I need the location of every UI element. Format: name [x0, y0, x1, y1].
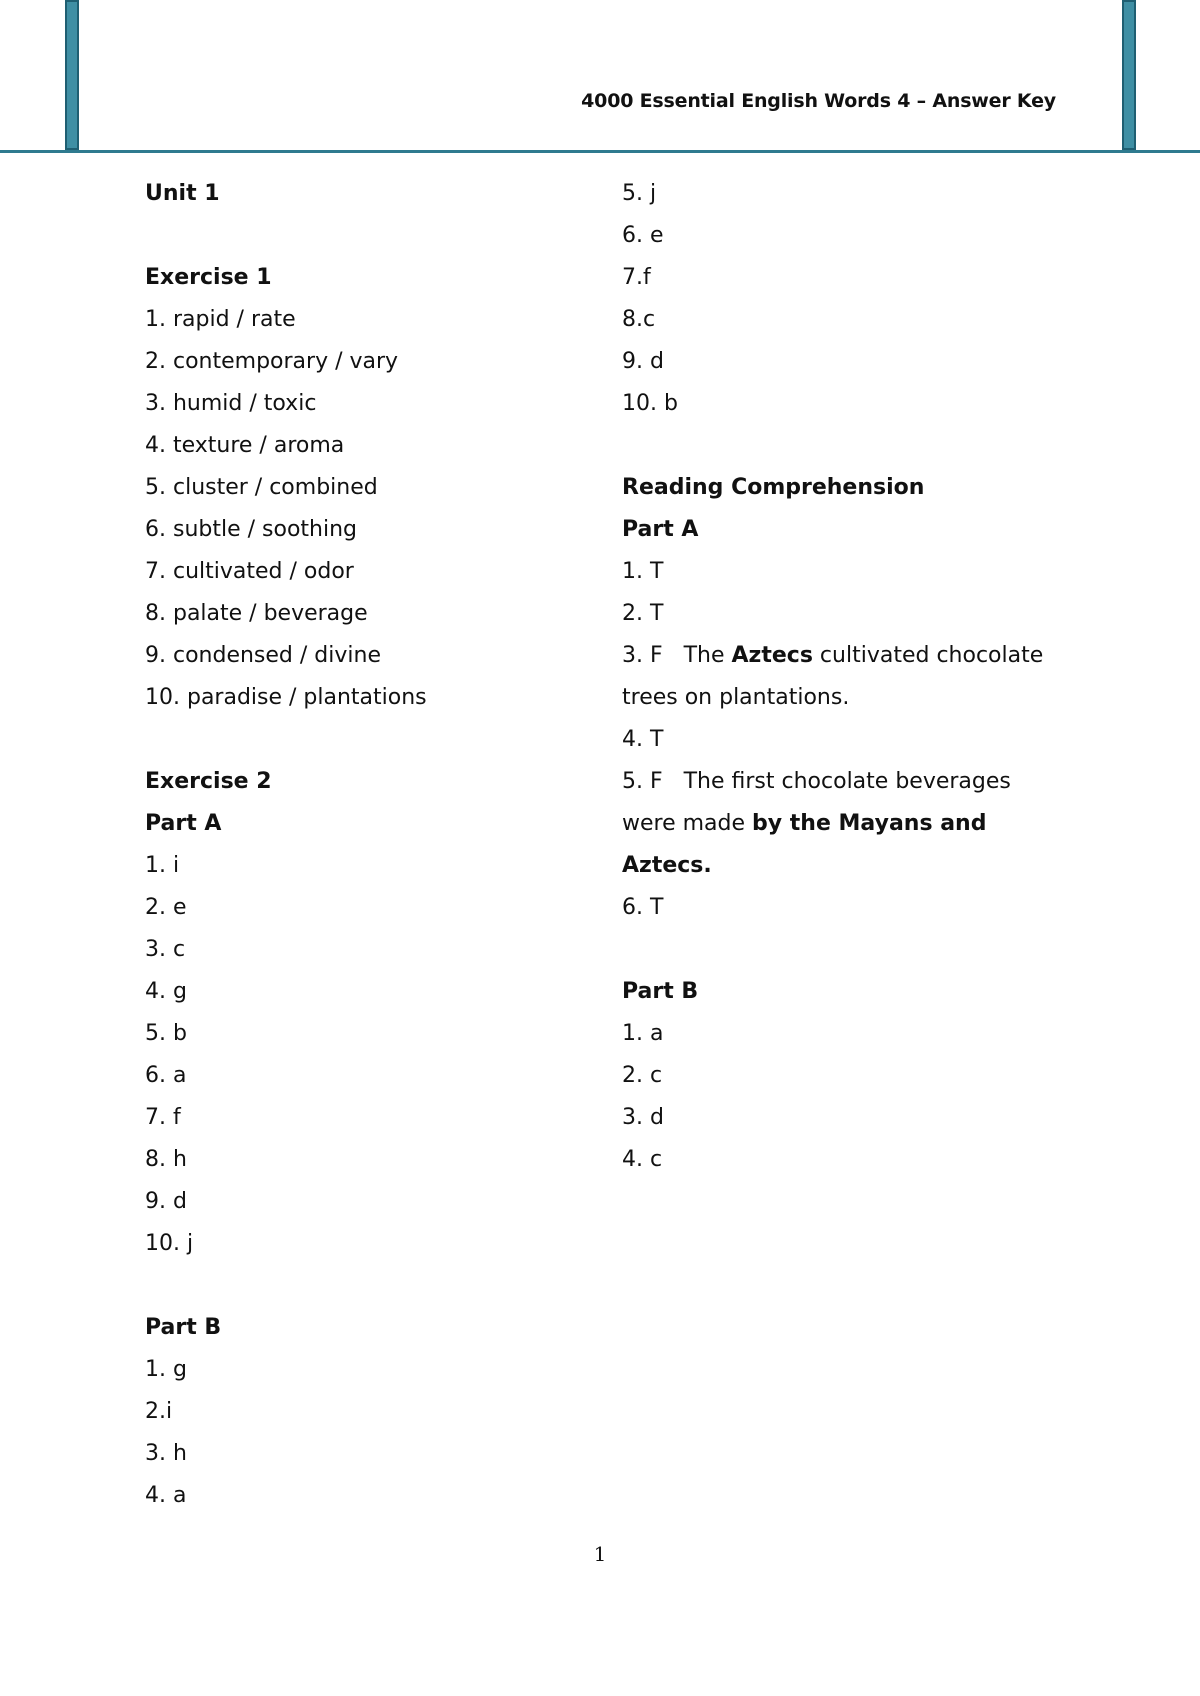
exercise-1-answer: 3. humid / toxic — [145, 391, 317, 416]
exercise-2-part-b-answer: 7.f — [622, 265, 651, 290]
exercise-1-answer: 8. palate / beverage — [145, 601, 368, 626]
reading-part-a-answer: 2. T — [622, 601, 664, 626]
exercise-1-answer: 5. cluster / combined — [145, 475, 378, 500]
exercise-1-answer: 9. condensed / divine — [145, 643, 381, 668]
reading-part-a-answer-continued — [622, 803, 1062, 845]
answer-text: were made — [622, 811, 753, 836]
exercise-1-answer: 6. subtle / soothing — [145, 517, 357, 542]
reading-part-b-answer: 1. a — [622, 1021, 664, 1046]
reading-comprehension-heading: Reading Comprehension — [622, 475, 925, 500]
exercise-1-answer: 7. cultivated / odor — [145, 559, 354, 584]
answer-bold-text: by the Mayans and — [752, 811, 987, 836]
right-column — [622, 173, 1062, 1181]
header-left-bar — [65, 0, 79, 150]
reading-part-b-answer: 3. d — [622, 1105, 664, 1130]
exercise-2-part-a-heading: Part A — [145, 811, 222, 836]
exercise-2-part-a-answer: 7. f — [145, 1105, 181, 1130]
reading-part-a-answer-continued: trees on plantations. — [622, 685, 850, 710]
exercise-2-part-b-answer: 3. h — [145, 1441, 187, 1466]
exercise-2-part-b-answer: 4. a — [145, 1483, 187, 1508]
exercise-2-part-b-answer: 1. g — [145, 1357, 187, 1382]
spacer — [145, 215, 585, 257]
exercise-2-part-b-answer: 6. e — [622, 223, 664, 248]
answer-text: cultivated chocolate — [812, 643, 1044, 668]
exercise-2-heading: Exercise 2 — [145, 769, 272, 794]
exercise-2-part-a-answer: 1. i — [145, 853, 180, 878]
spacer — [622, 425, 1062, 467]
exercise-2-part-a-answer: 6. a — [145, 1063, 187, 1088]
exercise-2-part-b-heading: Part B — [145, 1315, 222, 1340]
exercise-2-part-b-answer: 9. d — [622, 349, 664, 374]
exercise-2-part-a-answer: 8. h — [145, 1147, 187, 1172]
reading-part-a-heading: Part A — [622, 517, 699, 542]
reading-part-a-answer-continued: Aztecs. — [622, 853, 712, 878]
exercise-2-part-a-answer: 9. d — [145, 1189, 187, 1214]
unit-heading: Unit 1 — [145, 181, 220, 206]
exercise-2-part-a-answer: 2. e — [145, 895, 187, 920]
header-right-bar — [1122, 0, 1136, 150]
exercise-2-part-b-answer: 2.i — [145, 1399, 173, 1424]
left-column — [145, 173, 585, 1517]
spacer — [145, 719, 585, 761]
reading-part-b-heading: Part B — [622, 979, 699, 1004]
reading-part-a-answer: 5. F The first chocolate beverages — [622, 769, 1011, 794]
exercise-2-part-a-answer: 3. c — [145, 937, 186, 962]
answer-bold-text: Aztecs — [731, 643, 813, 668]
page-number: 1 — [593, 1542, 607, 1566]
reading-part-b-answer: 4. c — [622, 1147, 663, 1172]
reading-part-a-answer: 4. T — [622, 727, 664, 752]
header-title: 4000 Essential English Words 4 – Answer Key — [581, 90, 1056, 112]
exercise-1-answer: 2. contemporary / vary — [145, 349, 399, 374]
answer-text: 3. F The — [622, 643, 732, 668]
spacer — [622, 929, 1062, 971]
reading-part-a-answer: 1. T — [622, 559, 664, 584]
reading-part-a-answer: 6. T — [622, 895, 664, 920]
exercise-2-part-b-answer: 8.c — [622, 307, 656, 332]
exercise-1-heading: Exercise 1 — [145, 265, 272, 290]
exercise-1-answer: 10. paradise / plantations — [145, 685, 427, 710]
reading-part-a-answer — [622, 635, 1062, 677]
exercise-2-part-a-answer: 5. b — [145, 1021, 187, 1046]
exercise-1-answer: 4. texture / aroma — [145, 433, 345, 458]
exercise-1-answer: 1. rapid / rate — [145, 307, 296, 332]
exercise-2-part-a-answer: 10. j — [145, 1231, 194, 1256]
reading-part-b-answer: 2. c — [622, 1063, 663, 1088]
spacer — [145, 1265, 585, 1307]
exercise-2-part-b-answer: 10. b — [622, 391, 678, 416]
exercise-2-part-b-answer: 5. j — [622, 181, 657, 206]
header-rule — [0, 150, 1200, 153]
exercise-2-part-a-answer: 4. g — [145, 979, 187, 1004]
